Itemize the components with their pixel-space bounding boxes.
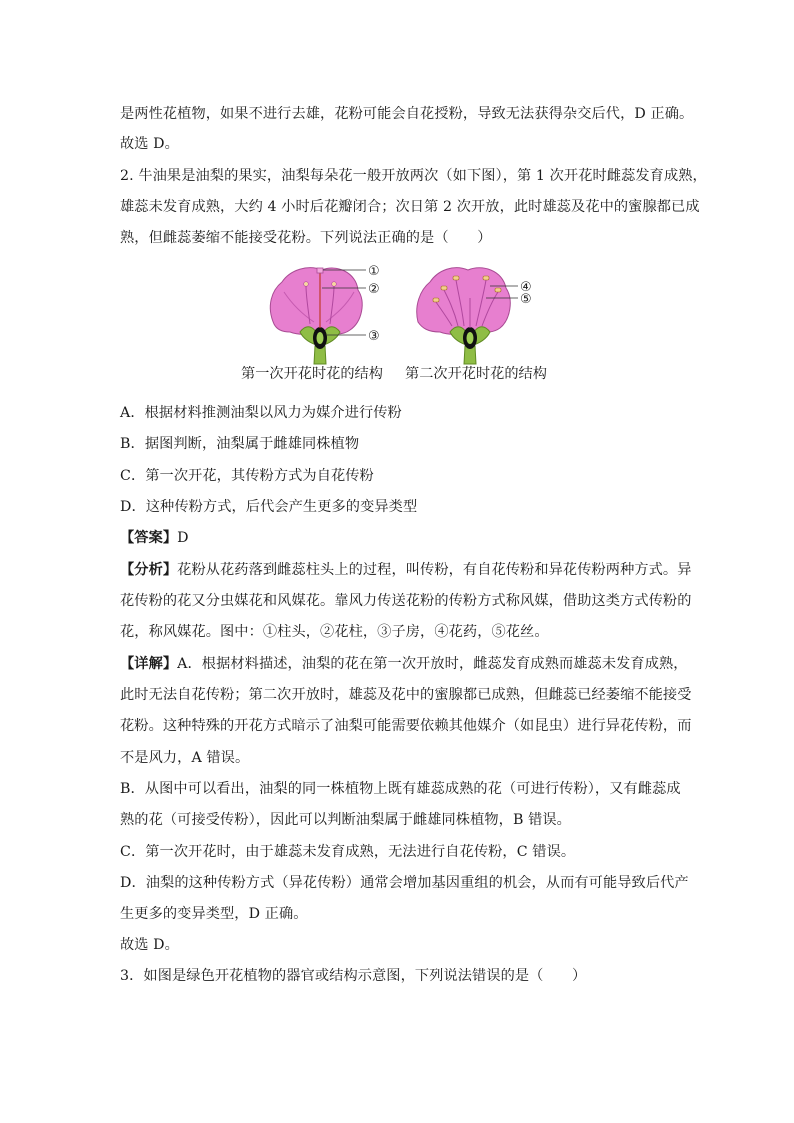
text-line: 故选 D。 [120, 937, 179, 953]
text-line: C．第一次开花时，由于雄蕊未发育成熟，无法进行自花传粉，C 错误。 [120, 844, 576, 860]
label-style: ② [368, 282, 380, 297]
text-line: 熟的花（可接受传粉），因此可以判断油梨属于雌雄同株植物，B 错误。 [120, 812, 571, 828]
answer-value: D [177, 530, 189, 546]
text-line: 不是风力，A 错误。 [120, 750, 250, 766]
text-line: 花粉。这种特殊的开花方式暗示了油梨可能需要依赖其他媒介（如昆虫）进行异花传粉，而 [120, 718, 692, 734]
analysis-label: 【分析】 [120, 562, 178, 578]
figure-caption-right: 第二次开花时花的结构 [405, 366, 547, 382]
text-line: 花，称风媒花。图中：①柱头，②花柱，③子房，④花药，⑤花丝。 [120, 624, 549, 640]
option-a: A．根据材料推测油梨以风力为媒介进行传粉 [120, 405, 402, 421]
text-line: D．油梨的这种传粉方式（异花传粉）通常会增加基因重组的机会，从而有可能导致后代产 [120, 875, 689, 891]
analysis-line [120, 560, 700, 580]
text-line: 此时无法自花传粉；第二次开放时，雄蕊及花中的蜜腺都已成熟，但雌蕊已经萎缩不能接受 [120, 687, 692, 703]
answer-line [120, 528, 700, 548]
option-c: C．第一次开花，其传粉方式为自花传粉 [120, 468, 374, 484]
label-anther: ④ [520, 280, 532, 295]
text-line: 是两性花植物，如果不进行去雄，花粉可能会自花授粉，导致无法获得杂交后代，D 正确。 [120, 106, 694, 122]
question-2-stem: 2. 牛油果是油梨的果实，油梨每朵花一般开放两次（如下图），第 1 次开花时雌蕊发育成熟， [120, 168, 707, 184]
answer-label: 【答案】 [120, 530, 178, 546]
text-line: B．从图中可以看出，油梨的同一株植物上既有雄蕊成熟的花（可进行传粉），又有雌蕊成 [120, 781, 681, 797]
detail-line [120, 654, 700, 674]
option-d: D．这种传粉方式，后代会产生更多的变异类型 [120, 499, 418, 515]
flower-structure-figure [262, 262, 562, 368]
analysis-text: 花粉从花药落到雌蕊柱头上的过程，叫传粉，有自花传粉和异花传粉两种方式。异 [177, 562, 692, 578]
text-line: 生更多的变异类型，D 正确。 [120, 906, 308, 922]
label-filament: ⑤ [520, 292, 532, 307]
first-flower-diagram [270, 268, 366, 364]
text-line: 雄蕊未发育成熟，大约 4 小时后花瓣闭合；次日第 2 次开放，此时雄蕊及花中的蜜腺都已成 [120, 199, 700, 215]
option-b: B．据图判断，油梨属于雌雄同株植物 [120, 436, 360, 452]
detail-label: 【详解】 [120, 656, 178, 672]
text-line: 故选 D。 [120, 136, 179, 152]
question-3-stem: 3．如图是绿色开花植物的器官或结构示意图，下列说法错误的是（ ） [120, 968, 587, 984]
label-ovary: ③ [368, 329, 380, 344]
detail-text: A．根据材料描述，油梨的花在第一次开放时，雌蕊发育成熟而雄蕊未发育成熟， [177, 656, 688, 672]
label-stigma: ① [368, 264, 380, 279]
text-line: 花传粉的花又分虫媒花和风媒花。靠风力传送花粉的传粉方式称风媒，借助这类方式传粉的 [120, 593, 692, 609]
text-line: 熟，但雌蕊萎缩不能接受花粉。下列说法正确的是（ ） [120, 230, 492, 246]
second-flower-diagram [417, 268, 518, 364]
figure-caption-left: 第一次开花时花的结构 [241, 366, 383, 382]
